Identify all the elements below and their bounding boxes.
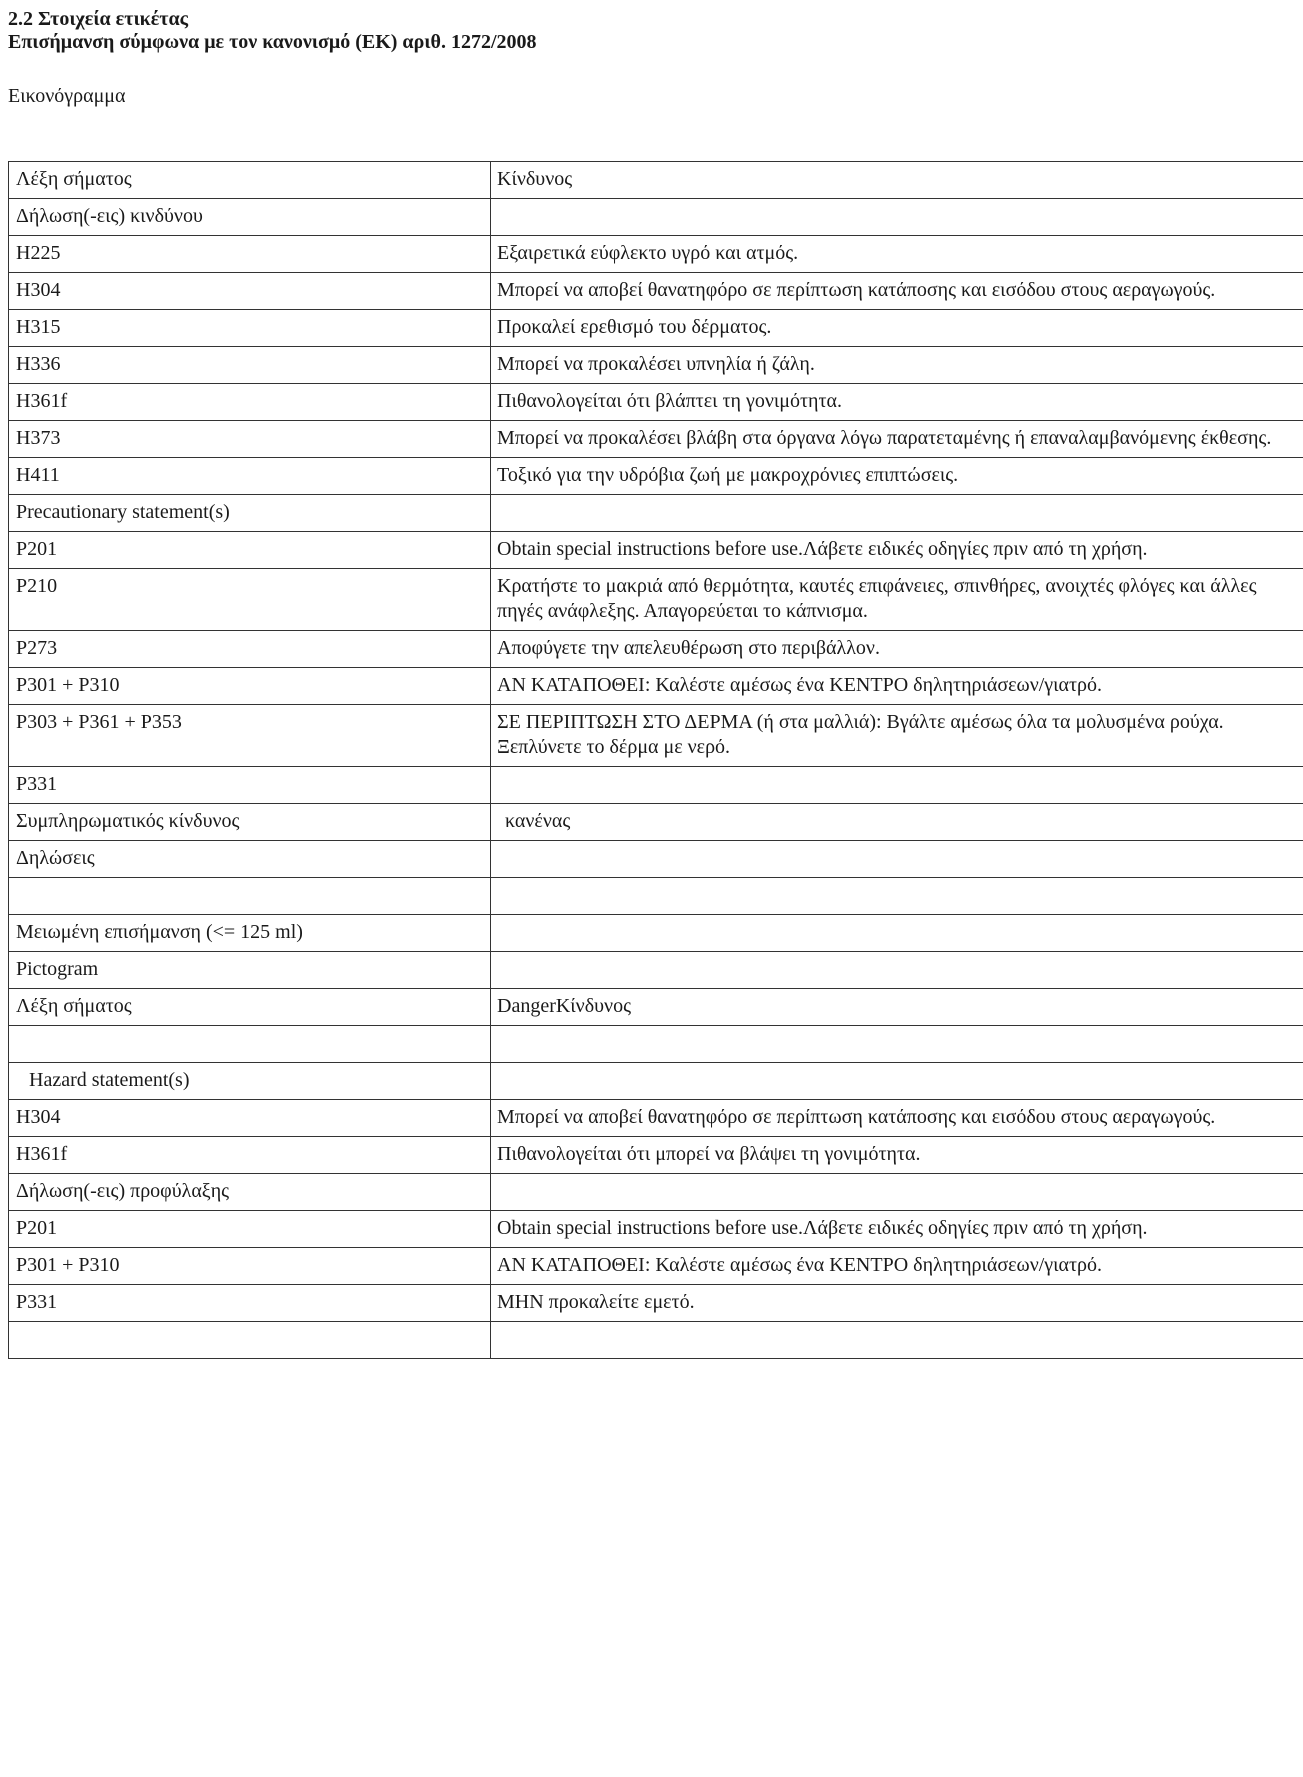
table-row <box>9 310 1303 347</box>
table-row <box>9 384 1303 421</box>
table-row <box>9 767 1303 804</box>
table-row <box>9 915 1303 952</box>
statement-text-cell: Μπορεί να προκαλέσει υπνηλία ή ζάλη. <box>491 347 1303 384</box>
table-row <box>9 952 1303 989</box>
statement-code-cell: P331 <box>9 767 491 804</box>
statement-text-cell: ΑΝ ΚΑΤΑΠΟΘΕΙ: Καλέστε αμέσως ένα ΚΕΝΤΡΟ δηλητηριάσεων/γιατρό. <box>491 668 1303 705</box>
statement-text-cell <box>491 1174 1303 1211</box>
table-row <box>9 1174 1303 1211</box>
statement-text-cell: DangerΚίνδυνος <box>491 989 1303 1026</box>
table-row <box>9 1248 1303 1285</box>
statement-text-cell <box>491 767 1303 804</box>
statement-code-cell: H225 <box>9 236 491 273</box>
statement-text-cell: κανένας <box>491 804 1303 841</box>
statement-text-cell <box>491 952 1303 989</box>
statement-code-cell: H304 <box>9 1100 491 1137</box>
statement-text-cell: Εξαιρετικά εύφλεκτο υγρό και ατμός. <box>491 236 1303 273</box>
statement-code-cell <box>9 1026 491 1063</box>
statement-text-cell: Τοξικό για την υδρόβια ζωή με μακροχρόνιες επιπτώσεις. <box>491 458 1303 495</box>
table-row <box>9 495 1303 532</box>
table-row <box>9 1322 1303 1359</box>
statement-text-cell: Μπορεί να αποβεί θανατηφόρο σε περίπτωση κατάποσης και εισόδου στους αεραγωγούς. <box>491 1100 1303 1137</box>
label-table-body <box>9 162 1303 1359</box>
statement-code-cell: H361f <box>9 384 491 421</box>
table-row <box>9 668 1303 705</box>
statement-text-cell: Πιθανολογείται ότι μπορεί να βλάψει τη γονιμότητα. <box>491 1137 1303 1174</box>
statement-code-cell: Δήλωση(-εις) κινδύνου <box>9 199 491 236</box>
statement-code-cell: Hazard statement(s) <box>9 1063 491 1100</box>
statement-code-cell: P301 + P310 <box>9 1248 491 1285</box>
statement-text-cell: Μπορεί να προκαλέσει βλάβη στα όργανα λόγω παρατεταμένης ή επαναλαμβανόμενης έκθεσης. <box>491 421 1303 458</box>
table-row <box>9 1285 1303 1322</box>
statement-code-cell: H361f <box>9 1137 491 1174</box>
table-row <box>9 569 1303 631</box>
statement-text-cell <box>491 1322 1303 1359</box>
statement-code-cell <box>9 1322 491 1359</box>
statement-text-cell <box>491 1026 1303 1063</box>
table-row <box>9 273 1303 310</box>
statement-code-cell: P331 <box>9 1285 491 1322</box>
statement-code-cell: Δήλωση(-εις) προφύλαξης <box>9 1174 491 1211</box>
statement-code-cell: Λέξη σήματος <box>9 989 491 1026</box>
table-row <box>9 1137 1303 1174</box>
statement-code-cell <box>9 878 491 915</box>
statement-code-cell: Pictogram <box>9 952 491 989</box>
table-row <box>9 458 1303 495</box>
statement-text-cell: ΑΝ ΚΑΤΑΠΟΘΕΙ: Καλέστε αμέσως ένα ΚΕΝΤΡΟ δηλητηριάσεων/γιατρό. <box>491 1248 1303 1285</box>
statement-code-cell: P273 <box>9 631 491 668</box>
table-row <box>9 1211 1303 1248</box>
table-row <box>9 1063 1303 1100</box>
table-row <box>9 705 1303 767</box>
label-elements-table <box>8 161 1303 1359</box>
statement-text-cell: Κρατήστε το μακριά από θερμότητα, καυτές επιφάνειες, σπινθήρες, ανοιχτές φλόγες και άλλες πηγές ανάφλεξης. Απαγορεύεται το κάπνισμα. <box>491 569 1303 631</box>
statement-text-cell <box>491 199 1303 236</box>
statement-text-cell: Προκαλεί ερεθισμό του δέρματος. <box>491 310 1303 347</box>
table-row <box>9 199 1303 236</box>
table-row <box>9 1026 1303 1063</box>
statement-text-cell <box>491 1063 1303 1100</box>
section-title: 2.2 Στοιχεία ετικέτας <box>8 8 189 30</box>
statement-text-cell: Κίνδυνος <box>491 162 1303 199</box>
statement-code-cell: Μειωμένη επισήμανση (<= 125 ml) <box>9 915 491 952</box>
statement-code-cell: P210 <box>9 569 491 631</box>
table-row <box>9 162 1303 199</box>
statement-code-cell: Δηλώσεις <box>9 841 491 878</box>
statement-text-cell: Πιθανολογείται ότι βλάπτει τη γονιμότητα. <box>491 384 1303 421</box>
statement-text-cell <box>491 915 1303 952</box>
table-row <box>9 804 1303 841</box>
section-subtitle: Επισήμανση σύμφωνα με τον κανονισμό (ΕΚ) αριθ. 1272/2008 <box>8 31 537 53</box>
statement-code-cell: P303 + P361 + P353 <box>9 705 491 767</box>
table-row <box>9 841 1303 878</box>
statement-text-cell <box>491 495 1303 532</box>
statement-code-cell: P301 + P310 <box>9 668 491 705</box>
statement-code-cell: P201 <box>9 1211 491 1248</box>
table-row <box>9 989 1303 1026</box>
table-row <box>9 1100 1303 1137</box>
section-heading <box>8 0 1303 54</box>
statement-code-cell: Precautionary statement(s) <box>9 495 491 532</box>
statement-code-cell: Λέξη σήματος <box>9 162 491 199</box>
statement-code-cell: P201 <box>9 532 491 569</box>
document-page <box>8 0 1303 108</box>
table-row <box>9 878 1303 915</box>
statement-text-cell <box>491 878 1303 915</box>
table-row <box>9 421 1303 458</box>
table-row <box>9 236 1303 273</box>
statement-text-cell: Obtain special instructions before use.Λάβετε ειδικές οδηγίες πριν από τη χρήση. <box>491 1211 1303 1248</box>
statement-code-cell: H336 <box>9 347 491 384</box>
table-row <box>9 347 1303 384</box>
table-row <box>9 532 1303 569</box>
statement-code-cell: H304 <box>9 273 491 310</box>
statement-code-cell: H411 <box>9 458 491 495</box>
pictogram-label: Εικονόγραμμα <box>8 85 126 107</box>
statement-code-cell: H373 <box>9 421 491 458</box>
statement-text-cell: Μπορεί να αποβεί θανατηφόρο σε περίπτωση κατάποσης και εισόδου στους αεραγωγούς. <box>491 273 1303 310</box>
statement-text-cell <box>491 841 1303 878</box>
statement-text-cell: ΜΗΝ προκαλείτε εμετό. <box>491 1285 1303 1322</box>
statement-text-cell: Αποφύγετε την απελευθέρωση στο περιβάλλον. <box>491 631 1303 668</box>
statement-code-cell: H315 <box>9 310 491 347</box>
table-row <box>9 631 1303 668</box>
statement-code-cell: Συμπληρωματικός κίνδυνος <box>9 804 491 841</box>
statement-text-cell: Obtain special instructions before use.Λάβετε ειδικές οδηγίες πριν από τη χρήση. <box>491 532 1303 569</box>
statement-text-cell: ΣΕ ΠΕΡΙΠΤΩΣΗ ΣΤΟ ΔΕΡΜΑ (ή στα μαλλιά): Βγάλτε αμέσως όλα τα μολυσμένα ρούχα. Ξεπλύνετε το δέρμα με νερό. <box>491 705 1303 767</box>
